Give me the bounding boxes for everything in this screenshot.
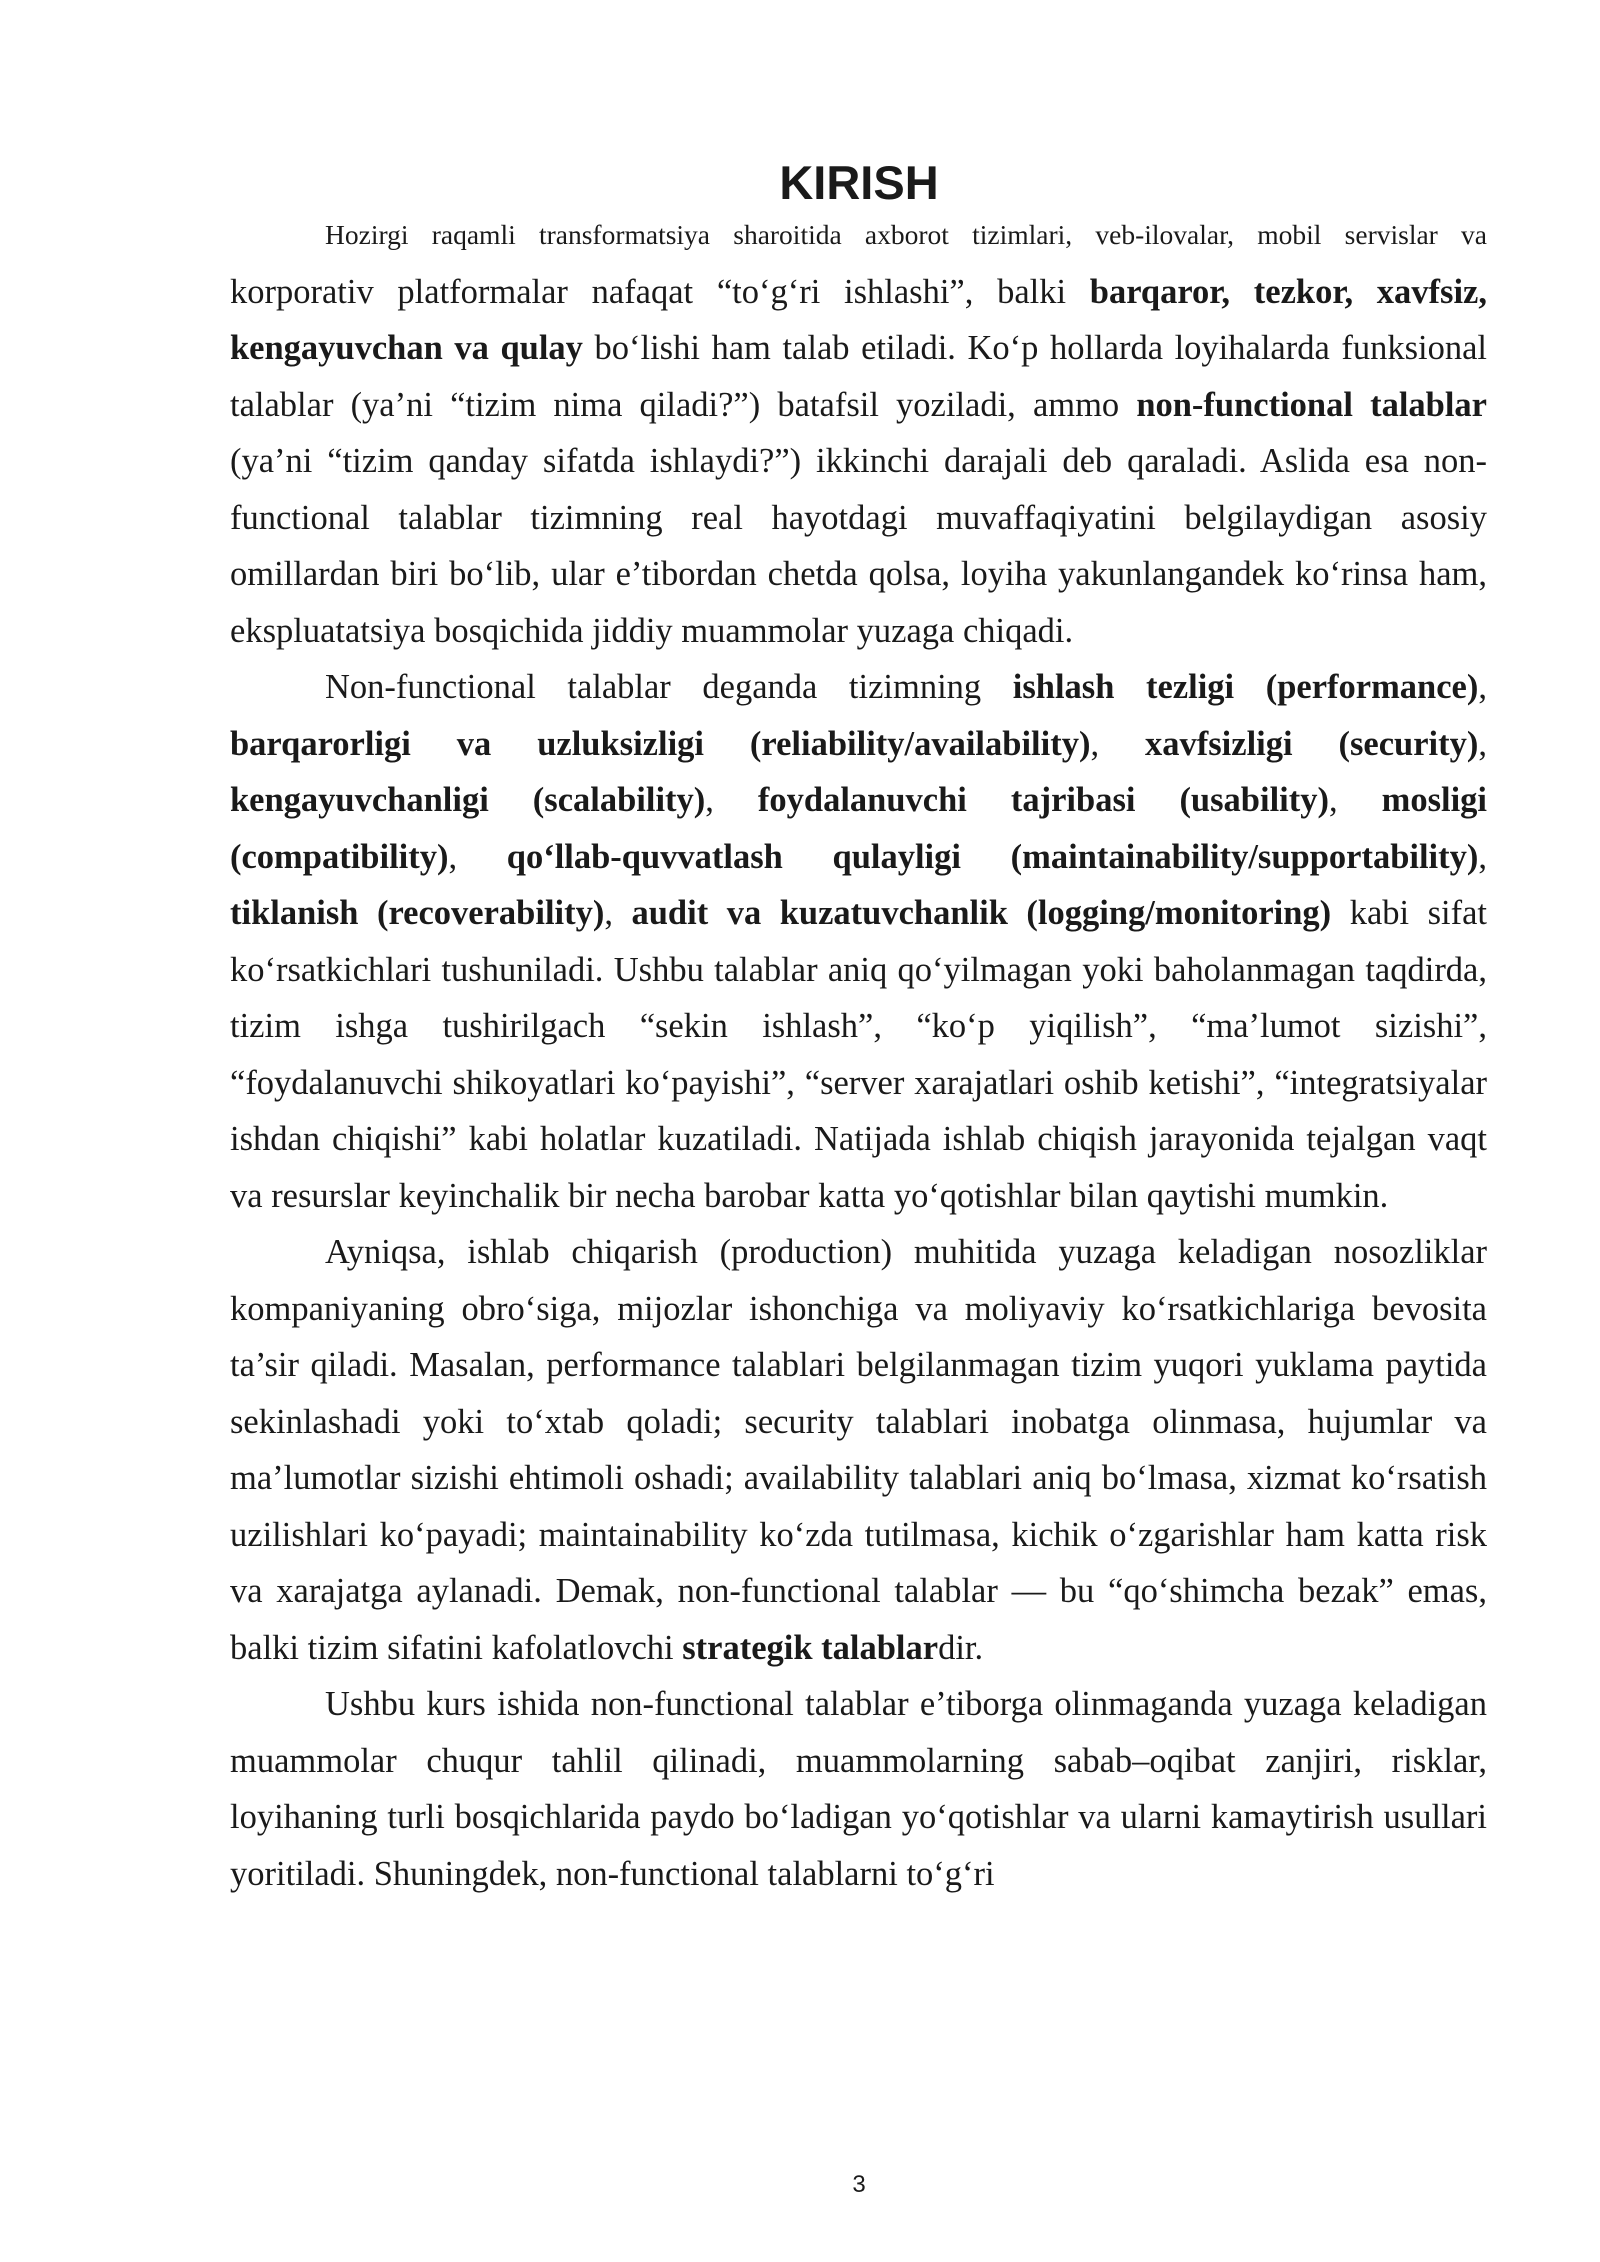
text-segment: ,	[1478, 724, 1487, 763]
bold-text-segment: audit va kuzatuvchanlik (logging/monitoring)	[631, 894, 1332, 932]
text-segment: ,	[448, 837, 507, 876]
body-text	[230, 205, 1487, 1902]
paragraph	[230, 1676, 1487, 1902]
bold-text-segment: qo‘llab-quvvatlash qulayligi (maintainability/supportability)	[506, 837, 1479, 876]
text-segment: korporativ platformalar nafaqat “to‘g‘ri ishlashi”, balki	[230, 272, 1090, 311]
text-segment: ,	[1090, 724, 1146, 763]
text-segment: ,	[1478, 668, 1487, 706]
paragraph	[230, 659, 1487, 1224]
text-segment: Hozirgi raqamli transformatsiya sharoitida axborot tizimlari, veb-ilovalar, mobil servislar va	[325, 219, 1487, 250]
text-segment: ,	[604, 894, 632, 932]
bold-text-segment: barqarorligi va uzluksizligi (reliability/availability)	[230, 724, 1091, 763]
bold-text-segment: tiklanish (recoverability)	[230, 894, 605, 932]
page-title: KIRISH	[779, 156, 939, 209]
paragraph	[230, 1224, 1487, 1676]
text-segment: dir.	[938, 1628, 984, 1667]
paragraph	[230, 205, 1487, 659]
text-segment: ,	[705, 781, 758, 819]
text-segment: (ya’ni “tizim qanday sifatda ishlaydi?”) ikkinchi darajali deb qaraladi. Aslida esa non-functional talablar tizimning real hayotdagi muvaffaqiyatini belgilaydigan asosiy omillardan biri bo‘lib, ular e’tibordan chetda qolsa, loyiha yakunlangandek ko‘rinsa ham, ekspluatatsiya bosqichida jiddiy muammolar yuzaga chiqadi.	[230, 442, 1487, 650]
text-segment: Ushbu kurs ishida non-functional talablar e’tiborga olinmaganda yuzaga keladigan muammolar chuqur tahlil qilinadi, muammolarning sabab–oqibat zanjiri, risklar, loyihaning turli bosqichlarida paydo bo‘ladigan yo‘qotishlar va ularni kamaytirish usullari yoritiladi. Shuningdek, non-functional talablarni to‘g‘ri	[230, 1685, 1487, 1893]
text-segment: bo‘lishi ham talab etiladi. Ko‘p hollarda loyihalarda funksional talablar (ya’ni “tizim nima qiladi?”) batafsil yoziladi, ammo	[230, 329, 1487, 424]
bold-text-segment: non-functional talablar	[1136, 385, 1487, 424]
bold-text-segment: mosligi (compatibility)	[230, 781, 1488, 876]
page-number: 3	[852, 2171, 866, 2198]
bold-text-segment: foydalanuvchi tajribasi (usability)	[757, 781, 1329, 819]
bold-text-segment: kengayuvchanligi (scalability)	[230, 781, 706, 819]
bold-text-segment: xavfsizligi (security)	[1145, 724, 1479, 763]
text-segment: Non-functional talablar deganda tizimning	[325, 668, 1013, 706]
bold-text-segment: strategik talablar	[682, 1628, 939, 1667]
text-segment: ,	[1478, 837, 1487, 876]
text-segment: kabi sifat ko‘rsatkichlari tushuniladi. Ushbu talablar aniq qo‘yilmagan yoki baholanmagan taqdirda, tizim ishga tushirilgach “sekin ishlash”, “ko‘p yiqilish”, “ma’lumot sizishi”, “foydalanuvchi shikoyatlari ko‘payishi”, “server xarajatlari oshib ketishi”, “integratsiyalar ishdan chiqishi” kabi holatlar kuzatiladi. Natijada ishlab chiqish jarayonida tejalgan vaqt va resurslar keyinchalik bir necha barobar katta yo‘qotishlar bilan qaytishi mumkin.	[230, 894, 1487, 1215]
bold-text-segment: ishlash tezligi (performance)	[1012, 668, 1479, 706]
text-segment: ,	[1328, 781, 1382, 819]
text-segment: Ayniqsa, ishlab chiqarish (production) muhitida yuzaga keladigan nosozliklar kompaniyaning obro‘siga, mijozlar ishonchiga va moliyaviy ko‘rsatkichlariga bevosita ta’sir qiladi. Masalan, performance talablari belgilanmagan tizim yuqori yuklama paytida sekinlashadi yoki to‘xtab qoladi; security talablari inobatga olinmasa, hujumlar va ma’lumotlar sizishi ehtimoli oshadi; availability talablari aniq bo‘lmasa, xizmat ko‘rsatish uzilishlari ko‘payadi; maintainability ko‘zda tutilmasa, kichik o‘zgarishlar ham katta risk va xarajatga aylanadi. Demak, non-functional talablar — bu “qo‘shimcha bezak” emas, balki tizim sifatini kafolatlovchi	[230, 1233, 1487, 1667]
bold-text-segment: barqaror, tezkor, xavfsiz, kengayuvchan va qulay	[230, 272, 1487, 367]
